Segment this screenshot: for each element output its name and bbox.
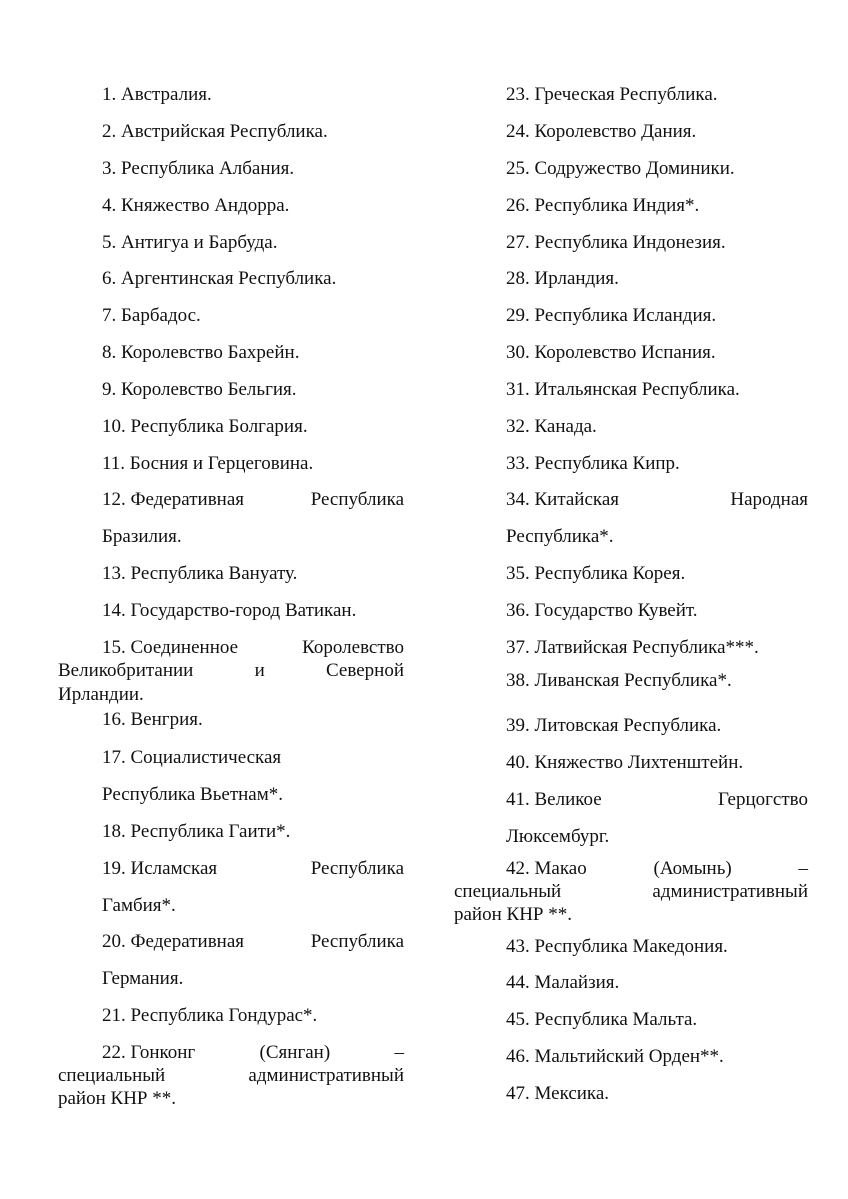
list-item-10: 10. Республика Болгария. xyxy=(102,416,308,437)
list-item-25 xyxy=(506,158,735,180)
list-item-33: 33. Республика Кипр. xyxy=(506,453,680,474)
list-item-24: 24. Королевство Дания. xyxy=(506,121,697,142)
list-item-34-cont xyxy=(506,526,614,548)
list-item-27 xyxy=(506,232,726,254)
list-item-47: 47. Мексика. xyxy=(506,1083,610,1104)
list-item-7 xyxy=(102,305,201,327)
list-item-33 xyxy=(506,453,680,475)
list-item-22-w2: (Сянган) xyxy=(259,1042,331,1063)
list-item-3 xyxy=(102,158,294,180)
list-item-39 xyxy=(506,715,721,737)
list-item-15-line3: Ирландии. xyxy=(58,684,144,705)
list-item-38: 38. Ливанская Республика*. xyxy=(506,670,732,691)
list-item-15-l2a: Великобритании xyxy=(58,660,194,681)
list-item-22-line3: район КНР **. xyxy=(58,1088,176,1109)
list-item-20-w2: Республика xyxy=(310,931,404,952)
list-item-34-w1: 34. Китайская xyxy=(506,489,620,510)
list-item-4 xyxy=(102,195,289,217)
list-item-46: 46. Мальтийский Орден**. xyxy=(506,1046,724,1067)
list-item-9 xyxy=(102,379,297,401)
list-item-44 xyxy=(506,972,619,994)
list-item-37 xyxy=(506,637,759,659)
list-item-13: 13. Республика Вануату. xyxy=(102,563,298,584)
list-item-41 xyxy=(506,789,808,811)
list-item-16: 16. Венгрия. xyxy=(102,709,203,730)
list-item-2: 2. Австрийская Республика. xyxy=(102,121,328,142)
list-item-21 xyxy=(102,1005,317,1027)
list-item-14: 14. Государство-город Ватикан. xyxy=(102,600,357,621)
list-item-41-cont xyxy=(506,826,609,848)
list-item-12-cont xyxy=(102,526,182,548)
list-item-6 xyxy=(102,268,336,290)
list-item-22-w1: 22. Гонконг xyxy=(102,1042,196,1063)
list-item-11: 11. Босния и Герцеговина. xyxy=(102,453,314,474)
list-item-15-line3 xyxy=(58,684,144,706)
list-item-41-cont: Люксембург. xyxy=(506,826,610,847)
list-item-4: 4. Княжество Андорра. xyxy=(102,195,290,216)
list-item-32: 32. Канада. xyxy=(506,416,597,437)
list-item-8 xyxy=(102,342,299,364)
list-item-20 xyxy=(102,931,404,953)
list-item-12-w2: Республика xyxy=(310,489,404,510)
list-item-12 xyxy=(102,489,404,511)
list-item-22-line3 xyxy=(58,1088,176,1110)
list-item-47 xyxy=(506,1083,609,1105)
list-item-23 xyxy=(506,84,718,106)
list-item-8: 8. Королевство Бахрейн. xyxy=(102,342,300,363)
list-item-42-line3: район КНР **. xyxy=(454,904,572,925)
list-item-42-line3 xyxy=(454,904,572,926)
list-item-20-w1: 20. Федеративная xyxy=(102,931,245,952)
list-item-5: 5. Антигуа и Барбуда. xyxy=(102,232,278,253)
list-item-42-w2: (Аомынь) xyxy=(653,858,732,879)
list-item-15-w2: Королевство xyxy=(302,637,404,658)
list-item-19-cont xyxy=(102,895,176,917)
list-item-29: 29. Республика Исландия. xyxy=(506,305,717,326)
list-item-32 xyxy=(506,416,597,438)
list-item-1: 1. Австралия. xyxy=(102,84,212,105)
list-item-30: 30. Королевство Испания. xyxy=(506,342,716,363)
list-item-14 xyxy=(102,600,356,622)
list-item-6: 6. Аргентинская Республика. xyxy=(102,268,337,289)
list-item-19-w2: Республика xyxy=(310,858,404,879)
list-item-2 xyxy=(102,121,328,143)
list-item-18: 18. Республика Гаити*. xyxy=(102,821,291,842)
list-item-45 xyxy=(506,1009,697,1031)
list-item-22-l2a: специальный xyxy=(58,1065,166,1086)
list-item-41-w1: 41. Великое xyxy=(506,789,602,810)
list-item-39: 39. Литовская Республика. xyxy=(506,715,722,736)
list-item-42-line2 xyxy=(454,881,808,903)
list-item-17: 17. Социалистическая xyxy=(102,747,282,768)
list-item-36 xyxy=(506,600,698,622)
list-item-15-line2 xyxy=(58,660,404,682)
list-item-17 xyxy=(102,747,281,769)
list-item-42-l2b: административный xyxy=(652,881,808,902)
list-item-28 xyxy=(506,268,619,290)
list-item-31 xyxy=(506,379,740,401)
list-item-43 xyxy=(506,936,728,958)
list-item-29 xyxy=(506,305,716,327)
list-item-42-w1: 42. Макао xyxy=(506,858,587,879)
list-item-23: 23. Греческая Республика. xyxy=(506,84,718,105)
list-item-26 xyxy=(506,195,699,217)
list-item-5 xyxy=(102,232,277,254)
list-item-15-l2c: Северной xyxy=(326,660,404,681)
list-item-34 xyxy=(506,489,808,511)
list-item-18 xyxy=(102,821,290,843)
list-item-12-cont: Бразилия. xyxy=(102,526,182,547)
list-item-24 xyxy=(506,121,696,143)
list-item-31: 31. Итальянская Республика. xyxy=(506,379,740,400)
list-item-40 xyxy=(506,752,743,774)
list-item-42-l2a: специальный xyxy=(454,881,562,902)
list-item-30 xyxy=(506,342,716,364)
list-item-22-line2 xyxy=(58,1065,404,1087)
list-item-27: 27. Республика Индонезия. xyxy=(506,232,726,253)
list-item-42-w3: – xyxy=(798,858,808,879)
list-item-38 xyxy=(506,670,732,692)
list-item-7: 7. Барбадос. xyxy=(102,305,201,326)
list-item-20-cont xyxy=(102,968,183,990)
list-item-20-cont: Германия. xyxy=(102,968,184,989)
list-item-9: 9. Королевство Бельгия. xyxy=(102,379,297,400)
list-item-10 xyxy=(102,416,308,438)
list-item-3: 3. Республика Албания. xyxy=(102,158,295,179)
list-item-26: 26. Республика Индия*. xyxy=(506,195,700,216)
list-item-13 xyxy=(102,563,297,585)
list-item-35 xyxy=(506,563,685,585)
list-item-28: 28. Ирландия. xyxy=(506,268,619,289)
list-item-43: 43. Республика Македония. xyxy=(506,936,728,957)
list-item-19-cont: Гамбия*. xyxy=(102,895,176,916)
list-item-42 xyxy=(506,858,808,880)
list-item-22-w3: – xyxy=(394,1042,404,1063)
list-item-37: 37. Латвийская Республика***. xyxy=(506,637,759,658)
list-item-34-w2: Народная xyxy=(730,489,808,510)
list-item-45: 45. Республика Мальта. xyxy=(506,1009,698,1030)
list-item-17-cont: Республика Вьетнам*. xyxy=(102,784,283,805)
list-item-1 xyxy=(102,84,212,106)
list-item-41-w2: Герцогство xyxy=(717,789,808,810)
list-item-35: 35. Республика Корея. xyxy=(506,563,686,584)
list-item-36: 36. Государство Кувейт. xyxy=(506,600,698,621)
list-item-15-w1: 15. Соединенное xyxy=(102,637,239,658)
list-item-17-cont xyxy=(102,784,283,806)
list-item-22-l2b: административный xyxy=(248,1065,404,1086)
list-item-16 xyxy=(102,709,203,731)
list-item-22 xyxy=(102,1042,404,1064)
list-item-15-l2b: и xyxy=(254,660,265,681)
list-item-46 xyxy=(506,1046,724,1068)
list-item-44: 44. Малайзия. xyxy=(506,972,620,993)
list-item-15 xyxy=(102,637,404,659)
list-item-19-w1: 19. Исламская xyxy=(102,858,218,879)
list-item-11 xyxy=(102,453,313,475)
list-item-34-cont: Республика*. xyxy=(506,526,614,547)
list-item-12-w1: 12. Федеративная xyxy=(102,489,245,510)
list-item-19 xyxy=(102,858,404,880)
list-item-21: 21. Республика Гондурас*. xyxy=(102,1005,318,1026)
list-item-25: 25. Содружество Доминики. xyxy=(506,158,735,179)
list-item-40: 40. Княжество Лихтенштейн. xyxy=(506,752,744,773)
